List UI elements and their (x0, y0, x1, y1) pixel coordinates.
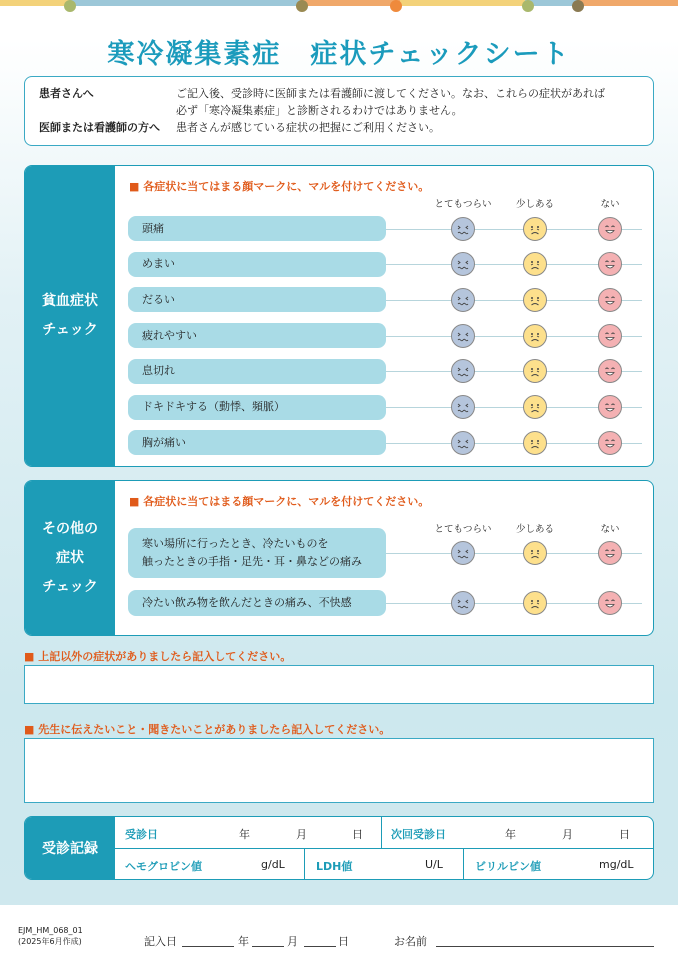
face-severe-icon[interactable] (451, 288, 475, 312)
face-some-icon[interactable] (523, 359, 547, 383)
name-label: お名前 (394, 935, 427, 948)
hgb-unit[interactable]: g/dL (261, 858, 285, 871)
entry-day: 日 (338, 935, 349, 948)
entry-year-field[interactable] (182, 946, 234, 947)
anemia-side-label: 貧血症状 チェック (25, 166, 115, 466)
face-none-icon[interactable] (598, 324, 622, 348)
patient-label: 患者さんへ (39, 87, 94, 100)
symptom-row (128, 359, 642, 384)
symptom-label: 胸が痛い (128, 430, 386, 455)
entry-month-field[interactable] (252, 946, 284, 947)
face-some-icon[interactable] (523, 395, 547, 419)
symptom-row (128, 287, 642, 312)
anemia-section (24, 165, 654, 467)
face-none-icon[interactable] (598, 431, 622, 455)
other-side-label: その他の 症状 チェック (25, 481, 115, 635)
decor-dot (522, 0, 534, 12)
staff-text: 患者さんが感じている症状の把握にご利用ください。 (176, 121, 440, 134)
face-severe-icon[interactable] (451, 591, 475, 615)
symptom-label: 頭痛 (128, 216, 386, 241)
ldh-unit[interactable]: U/L (425, 858, 443, 871)
next-day[interactable]: 日 (619, 828, 630, 841)
visit-side-label: 受診記録 (25, 817, 115, 879)
face-none-icon[interactable] (598, 252, 622, 276)
face-some-icon[interactable] (523, 252, 547, 276)
questions-field[interactable] (24, 738, 654, 803)
visit-day[interactable]: 日 (352, 828, 363, 841)
notice-box (24, 76, 654, 146)
symptom-label: めまい (128, 252, 386, 277)
col-severe: とてもつらい (434, 199, 492, 210)
decor-dot (296, 0, 308, 12)
col-severe: とてもつらい (434, 524, 492, 535)
page-title: 寒冷凝集素症 症状チェックシート (107, 39, 571, 70)
symptom-row (128, 528, 642, 578)
face-none-icon[interactable] (598, 288, 622, 312)
col-none: ない (600, 199, 620, 210)
patient-text-2: 必ず「寒冷凝集素症」と診断されるわけではありません。 (176, 104, 463, 117)
symptom-label: 息切れ (128, 359, 386, 384)
staff-label: 医師または看護師の方へ (39, 121, 160, 134)
bil-unit[interactable]: mg/dL (599, 858, 634, 871)
decor-dot (572, 0, 584, 12)
visit-year[interactable]: 年 (239, 828, 250, 841)
face-none-icon[interactable] (598, 541, 622, 565)
col-none: ない (600, 524, 620, 535)
symptom-label: だるい (128, 287, 386, 312)
face-severe-icon[interactable] (451, 324, 475, 348)
face-severe-icon[interactable] (451, 431, 475, 455)
next-month[interactable]: 月 (562, 828, 573, 841)
symptom-label: 冷たい飲み物を飲んだときの痛み、不快感 (128, 590, 386, 616)
visit-record (24, 816, 654, 880)
anemia-instruction: ■ 各症状に当てはまる顔マークに、マルを付けてください。 (129, 180, 430, 193)
col-some: 少しある (515, 199, 554, 210)
other-instruction: ■ 各症状に当てはまる顔マークに、マルを付けてください。 (129, 495, 430, 508)
entry-date-label: 記入日 (144, 935, 177, 948)
symptom-row (128, 590, 642, 616)
face-some-icon[interactable] (523, 541, 547, 565)
other-symptoms-prompt: ■ 上記以外の症状がありましたら記入してください。 (24, 650, 292, 663)
symptom-row (128, 430, 642, 455)
symptom-row (128, 323, 642, 348)
hgb-label: ヘモグロビン値 (125, 860, 202, 873)
face-some-icon[interactable] (523, 324, 547, 348)
face-none-icon[interactable] (598, 591, 622, 615)
face-some-icon[interactable] (523, 431, 547, 455)
symptom-row (128, 216, 642, 241)
decor-dot (64, 0, 76, 12)
symptom-row (128, 395, 642, 420)
face-none-icon[interactable] (598, 359, 622, 383)
face-some-icon[interactable] (523, 591, 547, 615)
name-field[interactable] (436, 946, 654, 947)
other-section (24, 480, 654, 636)
entry-day-field[interactable] (304, 946, 336, 947)
col-some: 少しある (515, 524, 554, 535)
entry-year: 年 (238, 935, 249, 948)
face-severe-icon[interactable] (451, 359, 475, 383)
visit-date-label: 受診日 (125, 828, 158, 841)
symptom-row (128, 252, 642, 277)
symptom-label: ドキドキする（動悸、頻脈） (128, 395, 386, 420)
ldh-label: LDH値 (316, 860, 353, 873)
face-severe-icon[interactable] (451, 395, 475, 419)
face-severe-icon[interactable] (451, 217, 475, 241)
face-none-icon[interactable] (598, 217, 622, 241)
next-visit-label: 次回受診日 (391, 828, 446, 841)
bil-label: ビリルビン値 (475, 860, 541, 873)
face-severe-icon[interactable] (451, 252, 475, 276)
document-code: EJM_HM_068_01 (2025年6月作成) (18, 926, 83, 946)
decor-dot (390, 0, 402, 12)
face-some-icon[interactable] (523, 288, 547, 312)
visit-month[interactable]: 月 (296, 828, 307, 841)
symptom-label: 寒い場所に行ったとき、冷たいものを 触ったときの手指・足先・耳・鼻などの痛み (128, 528, 386, 578)
questions-prompt: ■ 先生に伝えたいこと・聞きたいことがありましたら記入してください。 (24, 723, 391, 736)
entry-month: 月 (287, 935, 298, 948)
next-year[interactable]: 年 (505, 828, 516, 841)
face-severe-icon[interactable] (451, 541, 475, 565)
patient-text-1: ご記入後、受診時に医師または看護師に渡してください。なお、これらの症状があれば (176, 87, 605, 100)
face-none-icon[interactable] (598, 395, 622, 419)
face-some-icon[interactable] (523, 217, 547, 241)
symptom-label: 疲れやすい (128, 323, 386, 348)
other-symptoms-field[interactable] (24, 665, 654, 704)
